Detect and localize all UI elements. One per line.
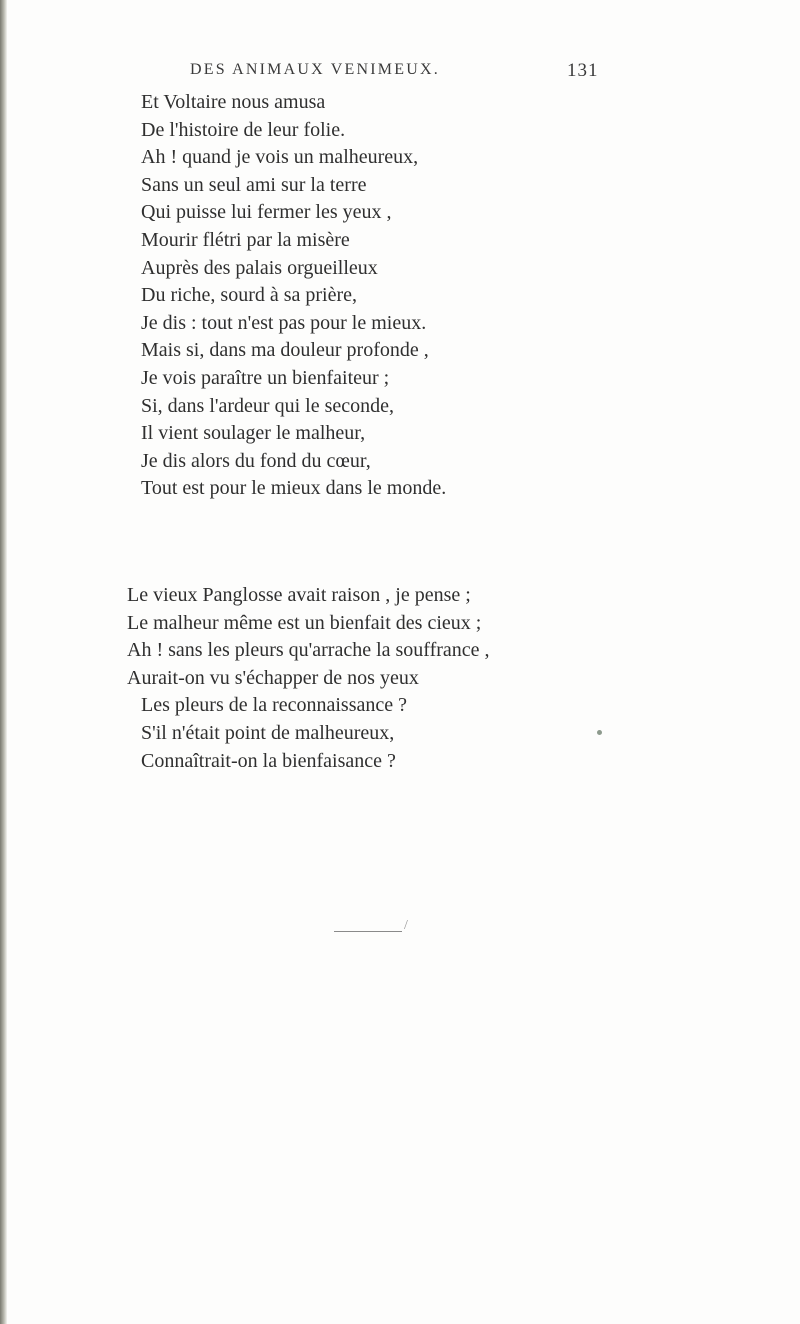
paper-stain [597, 730, 602, 735]
poem-line: S'il n'était point de malheureux, [141, 721, 395, 744]
poem-line: Les pleurs de la reconnaissance ? [141, 694, 407, 717]
poem-line: Le malheur même est un bienfait des cieux ; [127, 611, 482, 634]
poem-line: Il vient soulager le malheur, [141, 422, 366, 445]
page-binding-edge [0, 0, 7, 1324]
poem-line: Du riche, sourd à sa prière, [141, 284, 358, 307]
running-title: DES ANIMAUX VENIMEUX. [190, 61, 440, 78]
poem-line: Connaîtrait-on la bienfaisance ? [141, 749, 396, 772]
poem-line: Ah ! sans les pleurs qu'arrache la souffrance , [127, 639, 490, 662]
poem-line: Je vois paraître un bienfaiteur ; [141, 366, 390, 389]
poem-line: Mais si, dans ma douleur profonde , [141, 339, 429, 362]
poem-line: Auprès des palais orgueilleux [141, 256, 378, 279]
poem-line: Si, dans l'ardeur qui le seconde, [141, 394, 394, 417]
end-divider [334, 931, 402, 932]
poem-line: Sans un seul ami sur la terre [141, 173, 367, 196]
poem-line: Et Voltaire nous amusa [141, 91, 326, 113]
page-number: 131 [567, 60, 599, 81]
poem-stanza-1 [141, 89, 446, 503]
poem-line: Qui puisse lui fermer les yeux , [141, 201, 392, 224]
poem-stanza-2 [127, 582, 490, 775]
poem-line: Tout est pour le mieux dans le monde. [141, 477, 447, 500]
poem-line: Je dis alors du fond du cœur, [141, 449, 371, 472]
poem-line: Ah ! quand je vois un malheureux, [141, 146, 419, 169]
poem-line: Aurait-on vu s'échapper de nos yeux [127, 666, 419, 689]
poem-line: Mourir flétri par la misère [141, 228, 350, 251]
poem-line: Le vieux Panglosse avait raison , je pense ; [127, 584, 471, 606]
poem-line: Je dis : tout n'est pas pour le mieux. [141, 311, 427, 334]
end-divider-mark: / [404, 918, 408, 933]
poem-line: De l'histoire de leur folie. [141, 118, 346, 141]
